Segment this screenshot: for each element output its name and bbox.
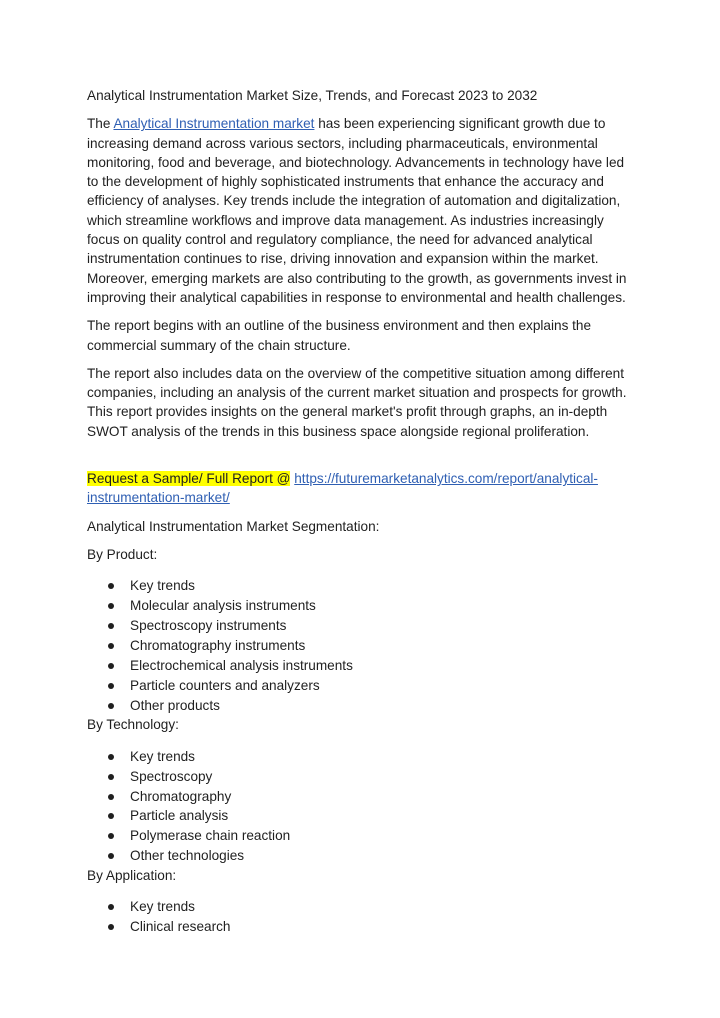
list-item xyxy=(87,616,633,636)
bullet-icon xyxy=(108,603,114,609)
bullet-icon xyxy=(108,833,114,839)
list-item xyxy=(87,917,633,937)
list-item-text: Particle analysis xyxy=(130,808,229,824)
list-item-text: Molecular analysis instruments xyxy=(130,598,316,614)
list-item-text: Other technologies xyxy=(130,848,245,864)
list-item xyxy=(87,846,633,866)
by-product-list xyxy=(87,576,633,715)
list-item-text: Chromatography instruments xyxy=(130,637,306,653)
by-application-list xyxy=(87,897,633,937)
bullet-icon xyxy=(108,853,114,859)
bullet-icon xyxy=(108,703,114,709)
list-item-text: Key trends xyxy=(130,578,195,594)
request-sample-label: Request a Sample/ Full Report @ xyxy=(87,471,291,487)
list-item-text: Polymerase chain reaction xyxy=(130,828,291,844)
bullet-icon xyxy=(108,813,114,819)
by-product-heading: By Product: xyxy=(87,546,158,562)
list-item-text: Other products xyxy=(130,697,220,713)
list-item xyxy=(87,636,633,656)
by-technology-heading: By Technology: xyxy=(87,717,179,733)
bullet-icon xyxy=(108,754,114,760)
bullet-icon xyxy=(108,774,114,780)
list-item xyxy=(87,656,633,676)
competitive-paragraph: The report also includes data on the overview of the competitive situation among different companies, including an analysis of the current market situation and prospects for growth. This report provides insights on the general market's profit through graphs, an in-depth SWOT analysis of the trends in this business space alongside regional proliferation. xyxy=(87,365,627,439)
report-url-link[interactable]: https://futuremarketanalytics.com/report/analytical-instrumentation-market/ xyxy=(87,471,598,506)
list-item-text: Key trends xyxy=(130,748,195,764)
bullet-icon xyxy=(108,924,114,930)
list-item-text: Spectroscopy xyxy=(130,768,213,784)
list-item-text: Chromatography xyxy=(130,788,232,804)
intro-before-link: The xyxy=(87,116,114,132)
list-item xyxy=(87,676,633,696)
market-link[interactable]: Analytical Instrumentation market xyxy=(113,116,315,132)
list-item-text: Particle counters and analyzers xyxy=(130,677,320,693)
list-item xyxy=(87,576,633,596)
bullet-icon xyxy=(108,794,114,800)
list-item xyxy=(87,897,633,917)
list-item xyxy=(87,806,633,826)
request-sample-line xyxy=(87,469,633,508)
bullet-icon xyxy=(108,663,114,669)
outline-paragraph: The report begins with an outline of the business environment and then explains the commercial summary of the chain structure. xyxy=(87,318,592,353)
bullet-icon xyxy=(108,623,114,629)
list-item xyxy=(87,696,633,716)
by-application-heading: By Application: xyxy=(87,868,177,884)
bullet-icon xyxy=(108,683,114,689)
list-item xyxy=(87,826,633,846)
list-item-text: Key trends xyxy=(130,899,195,915)
list-item xyxy=(87,767,633,787)
list-item-text: Electrochemical analysis instruments xyxy=(130,657,353,673)
by-technology-list xyxy=(87,747,633,866)
document-body xyxy=(87,86,633,937)
list-item-text: Clinical research xyxy=(130,919,231,935)
segmentation-heading: Analytical Instrumentation Market Segmentation: xyxy=(87,518,380,534)
bullet-icon xyxy=(108,643,114,649)
list-item xyxy=(87,787,633,807)
list-item-text: Spectroscopy instruments xyxy=(130,618,287,634)
list-item xyxy=(87,747,633,767)
document-title: Analytical Instrumentation Market Size, Trends, and Forecast 2023 to 2032 xyxy=(87,88,538,103)
bullet-icon xyxy=(108,583,114,589)
intro-paragraph xyxy=(87,114,633,307)
intro-after-link: has been experiencing significant growth due to increasing demand across various sectors, including pharmaceuticals, environmental monitoring, food and beverage, and biotechnology. Advancements in technology have led to the development of highly sophisticated instruments that enhance the accuracy and efficiency of analyses. Key trends include the integration of automation and digitalization, which streamline workflows and improve data management. As industries increasingly focus on quality control and regulatory compliance, the need for advanced analytical instrumentation continues to rise, driving innovation and expansion within the market. Moreover, emerging markets are also contributing to the growth, as governments invest in improving their analytical capabilities in response to environmental and health challenges. xyxy=(87,116,627,305)
bullet-icon xyxy=(108,904,114,910)
list-item xyxy=(87,596,633,616)
